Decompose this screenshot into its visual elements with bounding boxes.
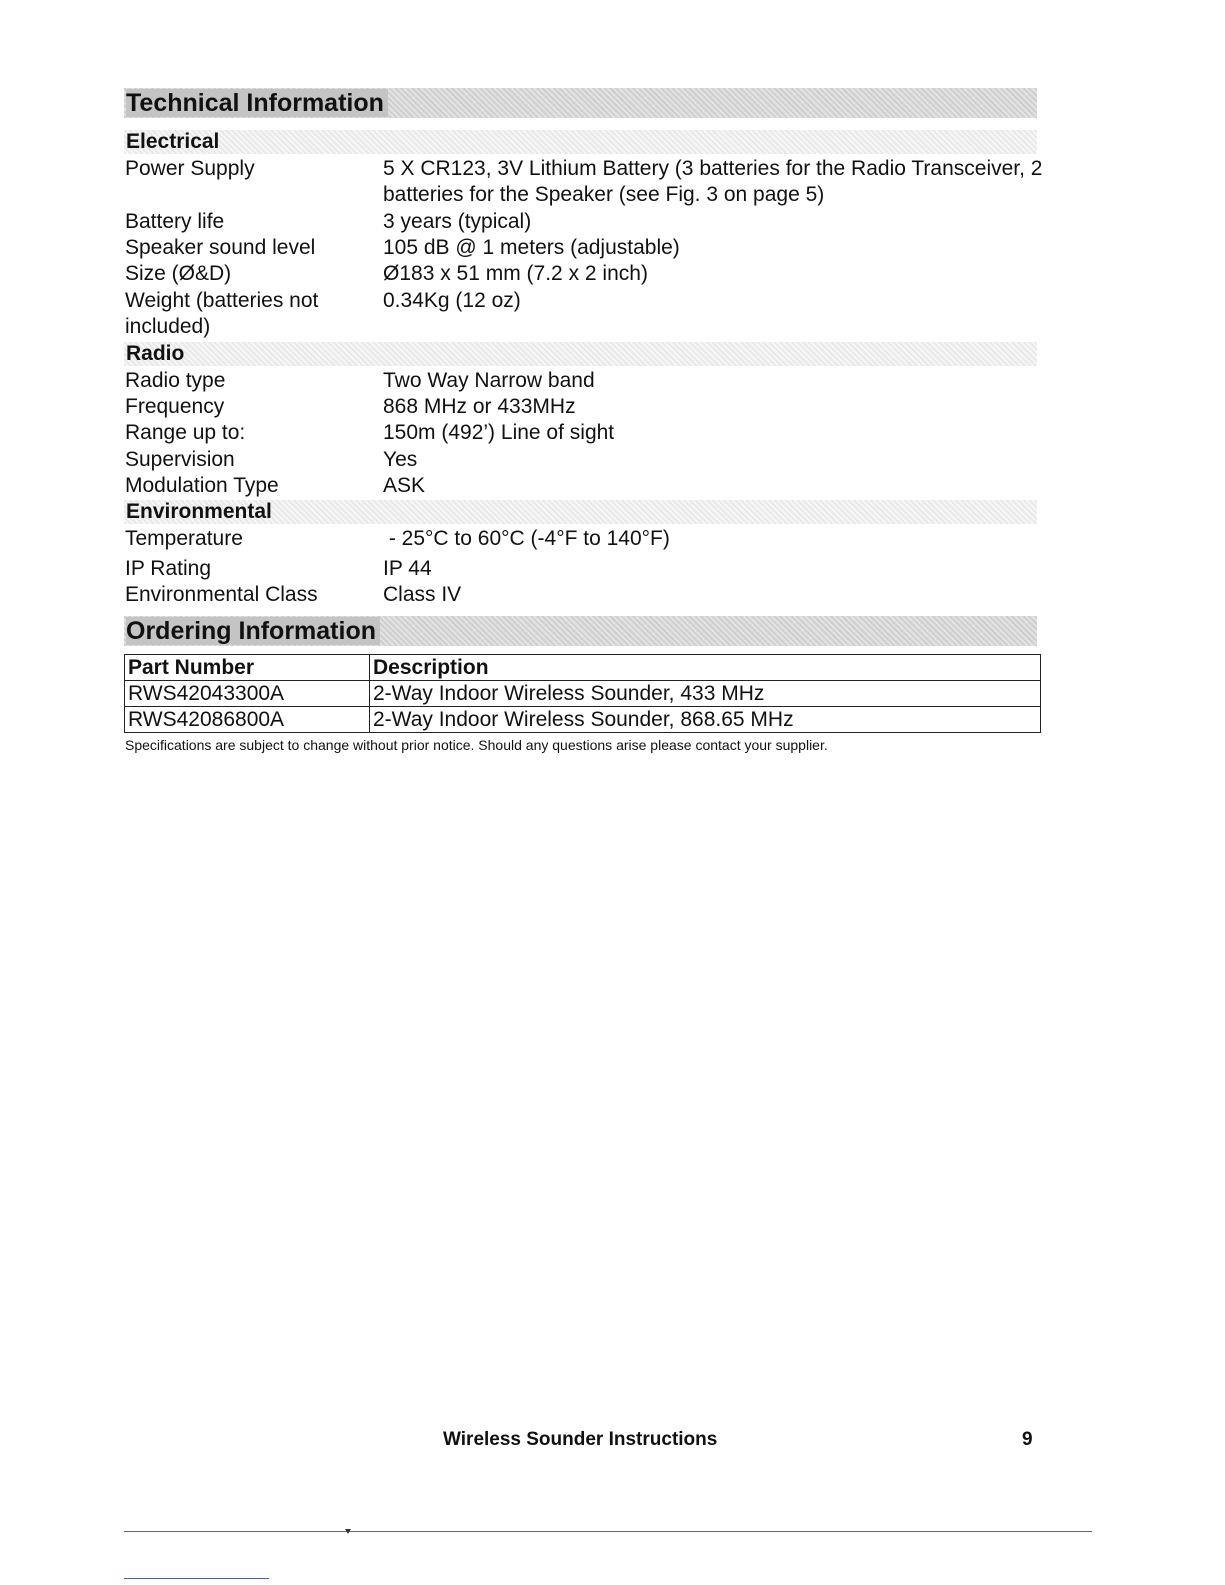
radio-heading: Radio bbox=[124, 342, 1037, 366]
spec-label: Range up to: bbox=[125, 421, 246, 444]
ordering-information-banner bbox=[124, 616, 1037, 646]
part-number-cell: RWS42086800A bbox=[125, 707, 370, 733]
spec-value: Two Way Narrow band bbox=[383, 369, 595, 392]
spec-value: Class IV bbox=[383, 583, 462, 606]
spec-value: 105 dB @ 1 meters (adjustable) bbox=[383, 236, 680, 259]
spec-value: Yes bbox=[383, 448, 418, 471]
spec-value: 3 years (typical) bbox=[383, 210, 532, 233]
spec-label: Frequency bbox=[125, 395, 225, 418]
page-number: 9 bbox=[1022, 1429, 1033, 1450]
ordering-information-title: Ordering Information bbox=[126, 617, 380, 645]
table-row bbox=[125, 681, 1041, 707]
spec-value: - 25°C to 60°C (-4°F to 140°F) bbox=[383, 527, 670, 550]
spec-value: ASK bbox=[383, 474, 426, 497]
spec-label: Temperature bbox=[125, 527, 243, 550]
spec-label: Radio type bbox=[125, 369, 226, 392]
spec-value: 5 X CR123, 3V Lithium Battery (3 batteries for the Radio Transceiver, 2 batteries for the Speaker (see Fig. 3 on page 5) bbox=[383, 157, 1043, 206]
footer-rule bbox=[124, 1531, 1092, 1532]
column-header-part-number: Part Number bbox=[125, 655, 370, 681]
ordering-table bbox=[124, 654, 1041, 733]
part-number-cell: RWS42043300A bbox=[125, 681, 370, 707]
technical-information-title: Technical Information bbox=[126, 89, 388, 117]
spec-label: Battery life bbox=[125, 210, 225, 233]
technical-information-banner bbox=[124, 88, 1037, 118]
spec-label: Environmental Class bbox=[125, 583, 318, 606]
spec-label: Modulation Type bbox=[125, 474, 279, 497]
table-row bbox=[125, 707, 1041, 733]
specifications-note: Specifications are subject to change without prior notice. Should any questions arise please contact your supplier. bbox=[125, 737, 828, 753]
table-header-row bbox=[125, 655, 1041, 681]
electrical-heading: Electrical bbox=[124, 130, 1037, 154]
spec-value: IP 44 bbox=[383, 557, 432, 580]
footer-title: Wireless Sounder Instructions bbox=[443, 1429, 718, 1450]
spec-label: IP Rating bbox=[125, 557, 211, 580]
spec-label: Weight (batteries not included) bbox=[125, 289, 319, 338]
bottom-edge-line bbox=[124, 1578, 269, 1579]
rule-marker-icon bbox=[345, 1529, 351, 1534]
description-cell: 2-Way Indoor Wireless Sounder, 433 MHz bbox=[370, 681, 1041, 707]
spec-value: 868 MHz or 433MHz bbox=[383, 395, 576, 418]
spec-value: Ø183 x 51 mm (7.2 x 2 inch) bbox=[383, 262, 648, 285]
spec-label: Power Supply bbox=[125, 157, 255, 180]
spec-value: 150m (492’) Line of sight bbox=[383, 421, 615, 444]
description-cell: 2-Way Indoor Wireless Sounder, 868.65 MHz bbox=[370, 707, 1041, 733]
environmental-heading: Environmental bbox=[124, 500, 1037, 524]
spec-value: 0.34Kg (12 oz) bbox=[383, 289, 521, 312]
spec-label: Size (Ø&D) bbox=[125, 262, 232, 285]
column-header-description: Description bbox=[370, 655, 1041, 681]
spec-label: Speaker sound level bbox=[125, 236, 316, 259]
spec-label: Supervision bbox=[125, 448, 235, 471]
